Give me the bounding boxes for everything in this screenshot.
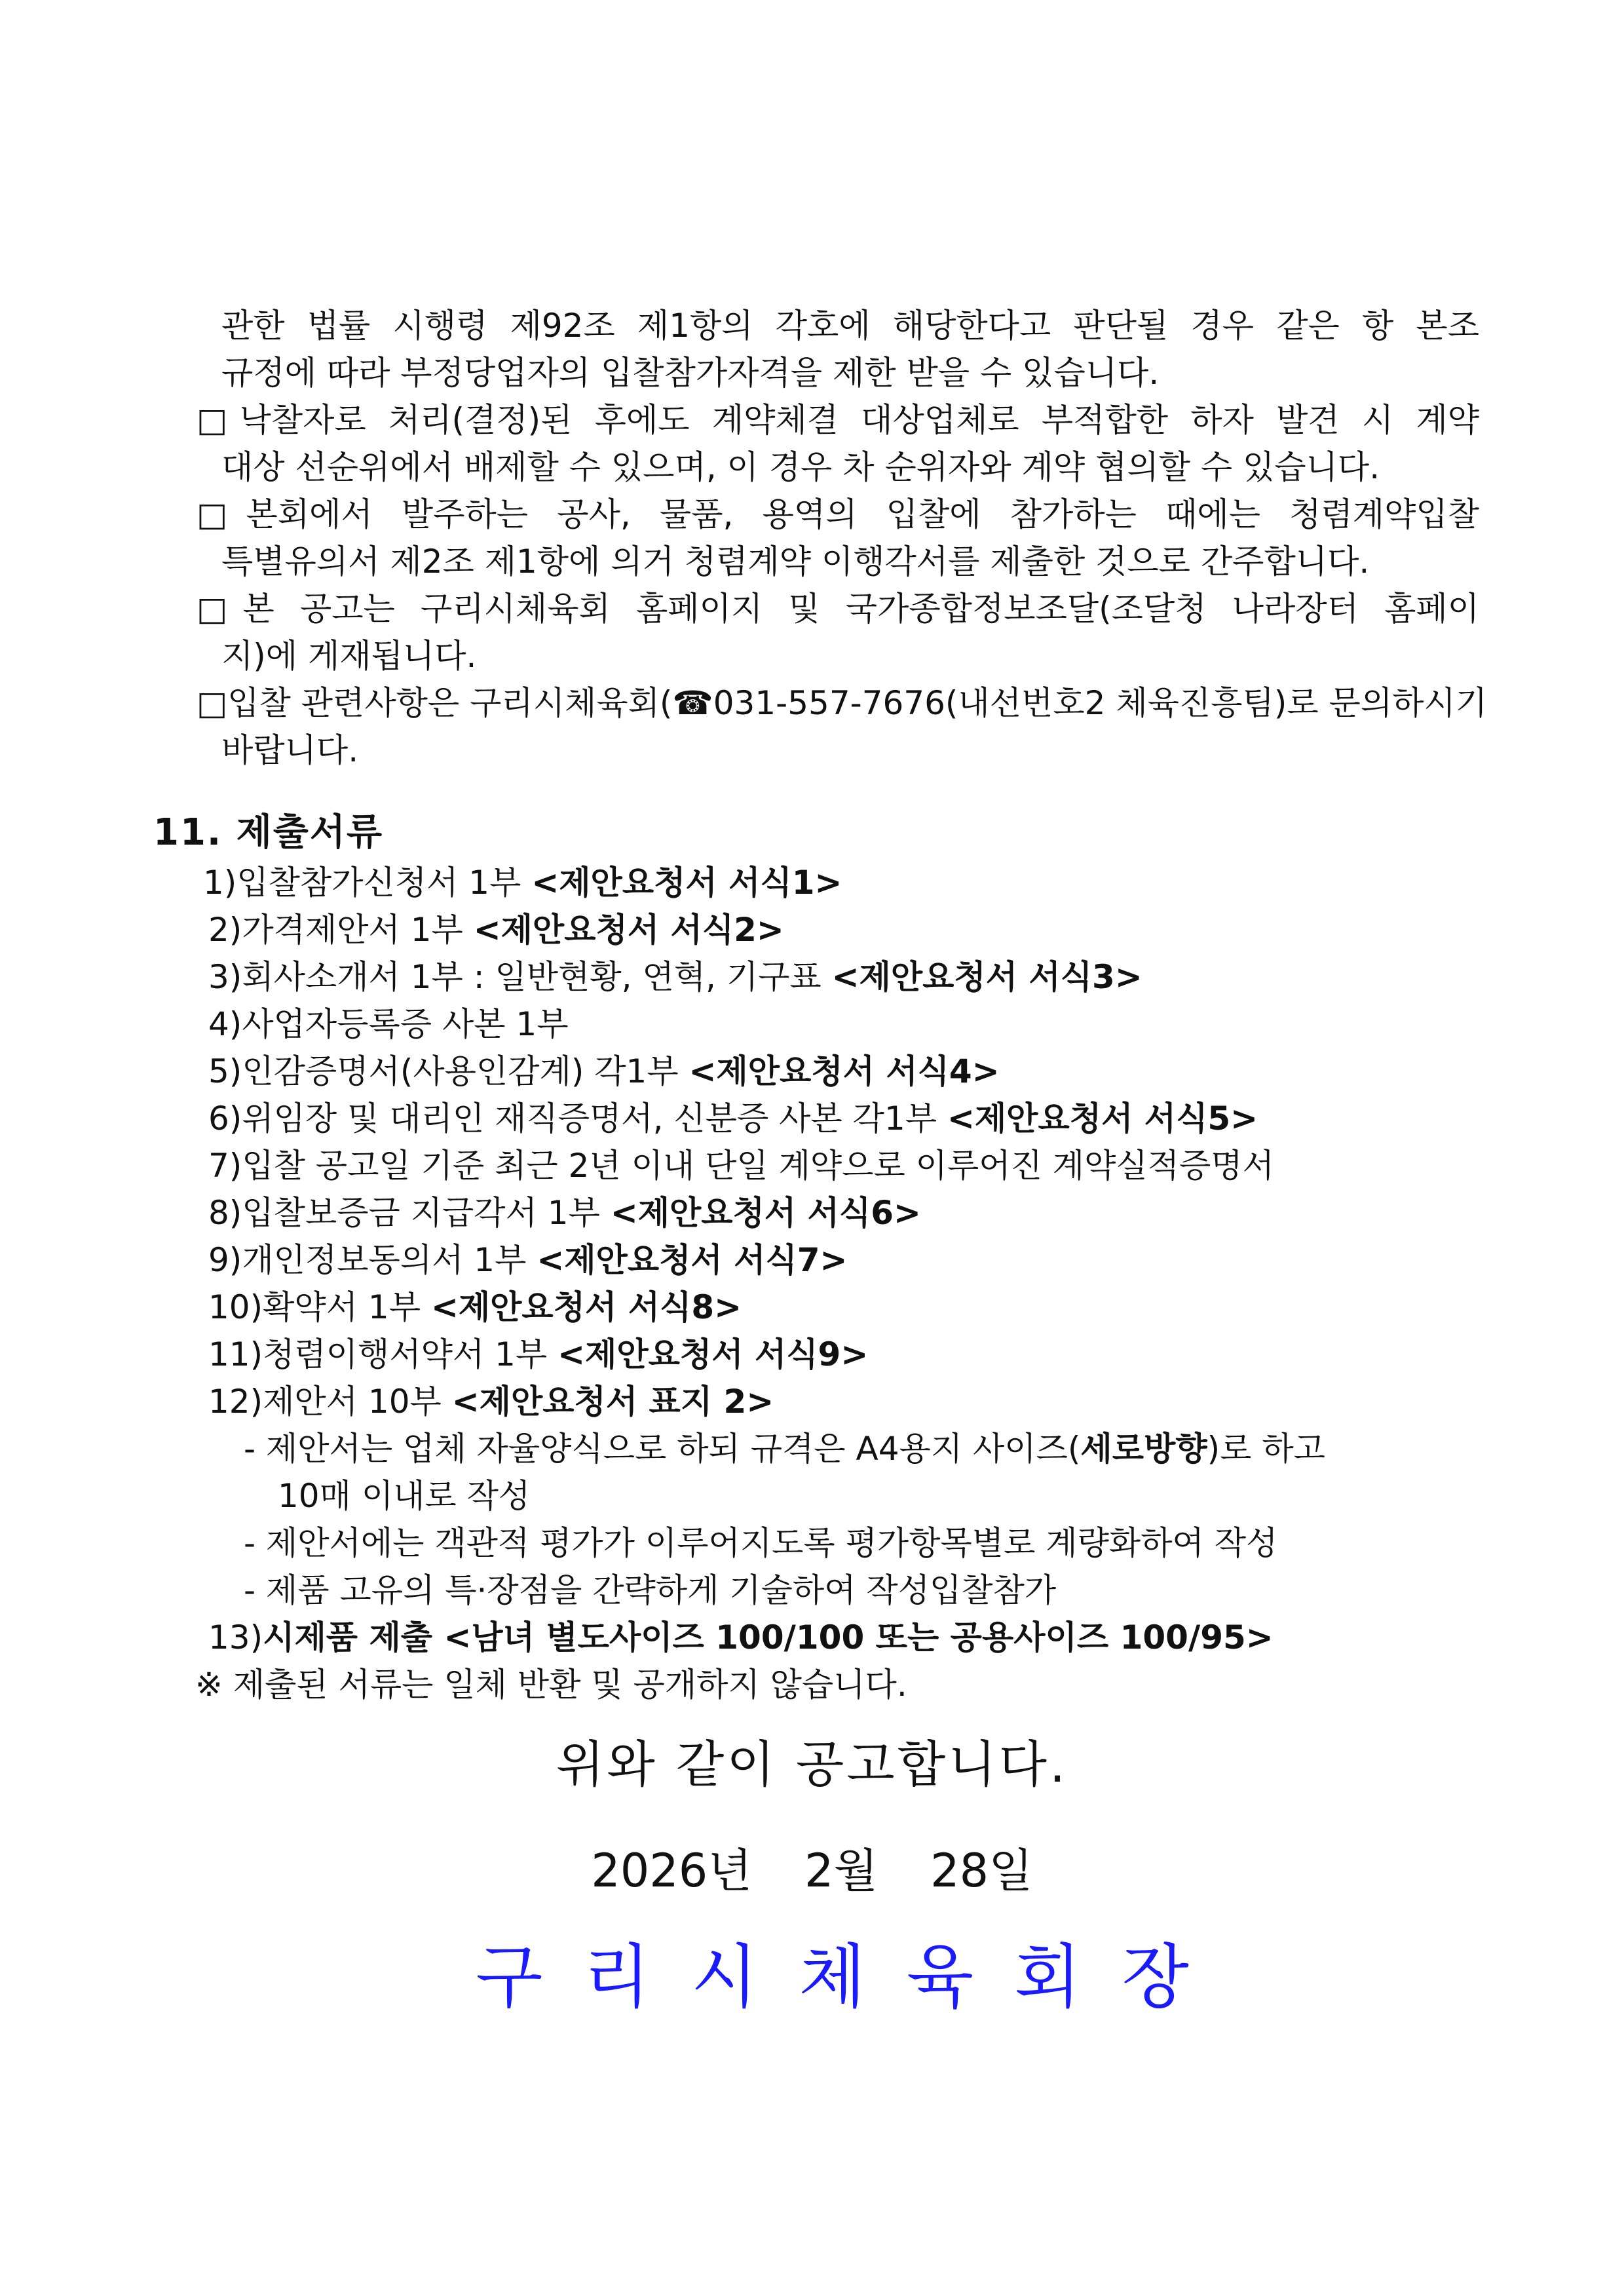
intro-line-1: 관한 법률 시행령 제92조 제1항의 각호에 해당한다고 판단될 경우 같은 항 본조	[221, 307, 1479, 345]
document-item-1: 1)입찰참가신청서 1부 <제안요청서 서식1>	[203, 864, 842, 902]
proposal-note-1: - 제안서는 업체 자율양식으로 하되 규격은 A4용지 사이즈(세로방향)로 하고	[244, 1430, 1325, 1468]
footnote: ※ 제출된 서류는 일체 반환 및 공개하지 않습니다.	[195, 1666, 907, 1704]
document-item-13: 13)시제품 제출 <남녀 별도사이즈 100/100 또는 공용사이즈 100/95>	[208, 1618, 1274, 1656]
document-item-11: 11)청렴이행서약서 1부 <제안요청서 서식9>	[208, 1335, 869, 1373]
document-item-4: 4)사업자등록증 사본 1부	[208, 1005, 569, 1043]
proposal-note-2: - 제안서에는 객관적 평가가 이루어지도록 평가항목별로 계량화하여 작성	[244, 1524, 1278, 1562]
intro-line-10: 바랍니다.	[221, 731, 359, 769]
document-item-6: 6)위임장 및 대리인 재직증명서, 신분증 사본 각1부 <제안요청서 서식5>	[208, 1100, 1258, 1138]
document-item-7: 7)입찰 공고일 기준 최근 2년 이내 단일 계약으로 이루어진 계약실적증명서	[208, 1147, 1274, 1185]
date-day: 28일	[930, 1844, 1033, 1898]
intro-line-8: 지)에 게재됩니다.	[221, 637, 477, 675]
document-item-8: 8)입찰보증금 지급각서 1부 <제안요청서 서식6>	[208, 1194, 921, 1232]
intro-line-6: 특별유의서 제2조 제1항에 의거 청렴계약 이행각서를 제출한 것으로 간주합니다.	[221, 543, 1370, 581]
signature: 구리시체육회장	[476, 1937, 1230, 2018]
date-month: 2월	[804, 1844, 878, 1898]
intro-line-3: □낙찰자로 처리(결정)된 후에도 계약체결 대상업체로 부적합한 하자 발견 시 계약	[197, 401, 1479, 439]
intro-line-5: □본회에서 발주하는 공사, 물품, 용역의 입찰에 참가하는 때에는 청렴계약입찰	[197, 495, 1479, 533]
section-heading: 11. 제출서류	[153, 811, 384, 854]
proposal-note-3: - 제품 고유의 특·장점을 간략하게 기술하여 작성입찰참가	[244, 1571, 1057, 1609]
proposal-note-1-continued: 10매 이내로 작성	[278, 1477, 531, 1515]
document-item-9: 9)개인정보동의서 1부 <제안요청서 서식7>	[208, 1241, 848, 1279]
document-item-5: 5)인감증명서(사용인감계) 각1부 <제안요청서 서식4>	[208, 1052, 1000, 1090]
intro-line-9: □입찰 관련사항은 구리시체육회(☎031-557-7676(내선번호2 체육진흥팀)로 문의하시기	[197, 684, 1488, 722]
document-item-12: 12)제안서 10부 <제안요청서 표지 2>	[208, 1383, 774, 1421]
intro-line-2: 규정에 따라 부정당업자의 입찰참가자격을 제한 받을 수 있습니다.	[221, 354, 1160, 392]
document-item-10: 10)확약서 1부 <제안요청서 서식8>	[208, 1288, 742, 1326]
intro-line-4: 대상 선순위에서 배제할 수 있으며, 이 경우 차 순위자와 계약 협의할 수 있습니다.	[221, 448, 1380, 486]
date-year: 2026년	[591, 1844, 752, 1898]
announcement-date	[0, 1844, 1624, 1898]
intro-line-7: □본 공고는 구리시체육회 홈페이지 및 국가종합정보조달(조달청 나라장터 홈페이	[197, 590, 1479, 628]
document-item-2: 2)가격제안서 1부 <제안요청서 서식2>	[208, 911, 784, 949]
document-item-3: 3)회사소개서 1부 : 일반현황, 연혁, 기구표 <제안요청서 서식3>	[208, 958, 1142, 996]
announcement: 위와 같이 공고합니다.	[556, 1735, 1068, 1793]
